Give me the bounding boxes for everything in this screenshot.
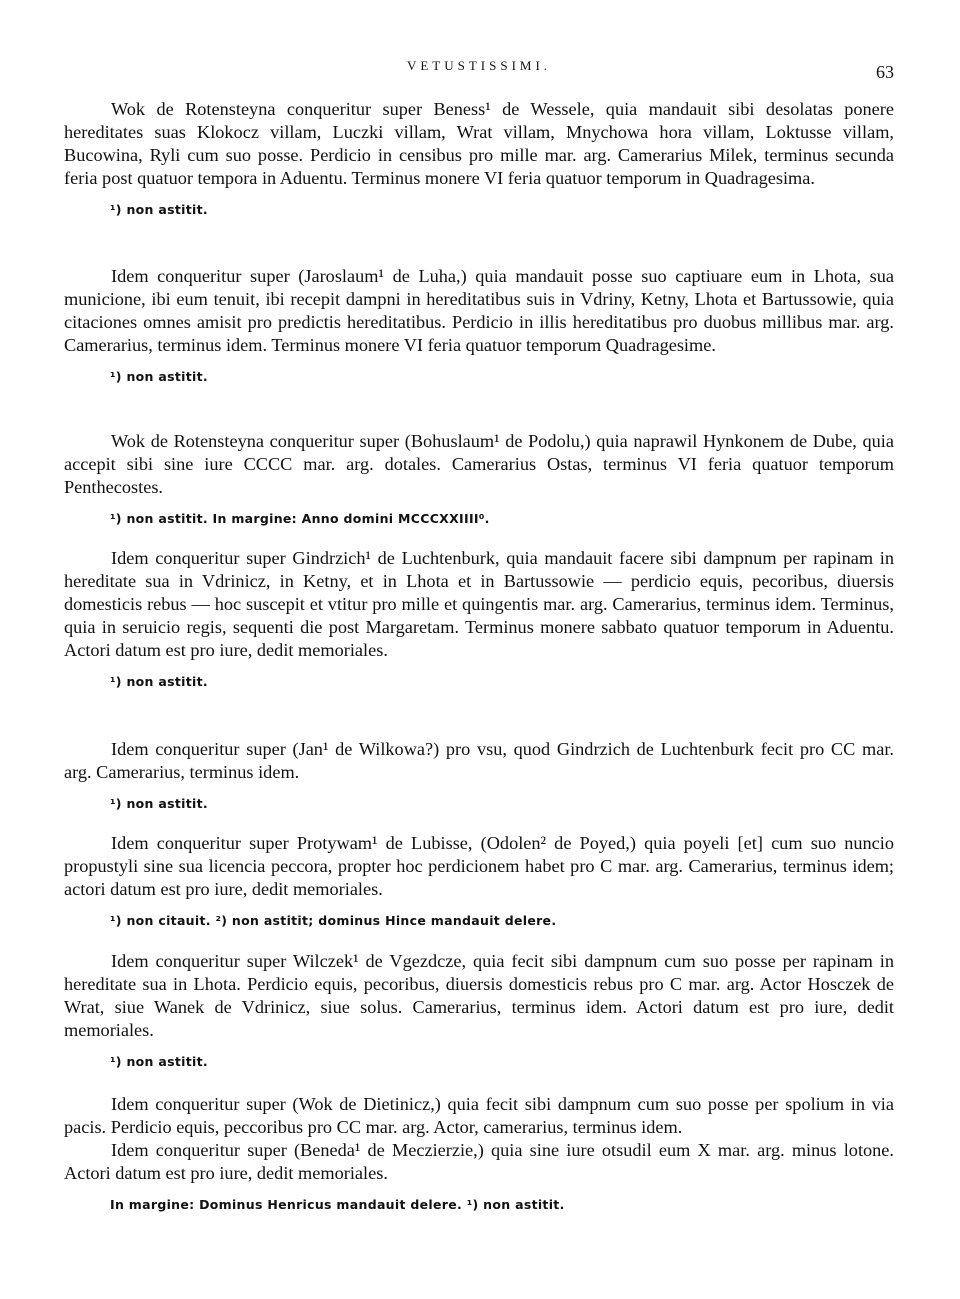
footnote: ¹) non astitit. [110,1054,208,1069]
entry-text: Idem conqueritur super (Jan¹ de Wilkowa?) pro vsu, quod Gindrzich de Luchtenburk fecit pro CC mar. arg. Camerarius, terminus idem. [64,739,894,782]
entry-7 [64,950,894,1069]
entry-text: Idem conqueritur super (Wok de Dietinicz,) quia fecit sibi dampnum cum suo posse per spolium in via pacis. Perdicio equis, peccoribus pro CC mar. arg. Actor, camerarius, terminus idem. [64,1094,894,1137]
entry-text: Idem conqueritur super Protywam¹ de Lubisse, (Odolen² de Poyed,) quia poyeli [et] cum suo nuncio propustyli sine sua licencia peccora, propter hoc perdicionem habet pro C mar. arg. Camerarius, terminus idem; actori datum est pro iure, dedit memoriales. [64,833,894,899]
footnote: ¹) non astitit. [110,674,208,689]
running-title: VETUSTISSIMI. [406,58,552,73]
footnote: ¹) non citauit. ²) non astitit; dominus Hince mandauit delere. [110,913,557,928]
entry-4 [64,547,894,689]
footnote: ¹) non astitit. [110,202,208,217]
entry-2 [64,265,894,384]
entry-text: Idem conqueritur super (Jaroslaum¹ de Luha,) quia mandauit posse suo captiuare eum in Lhota, sua municione, ibi eum tenuit, ibi recepit dampni in hereditatibus suis in Vdriny, Ketny, Lhota et Bartussowie, quia citaciones omnes amisit pro predictis hereditatibus. Perdicio in illis hereditatibus pro duobus millibus mar. arg. Camerarius, terminus idem. Terminus monere VI feria quatuor temporum Quadragesime. [64,266,894,355]
entry-text: Idem conqueritur super Wilczek¹ de Vgezdcze, quia fecit sibi dampnum cum suo posse per rapinam in hereditate sua in Lhota. Perdicio equis, pecoribus, diuersis domesticis rebus pro C mar. arg. Actor Hosczek de Wrat, siue Wanek de Vdrinicz, siue solus. Camerarius, terminus idem. Actori datum est pro iure, dedit memoriales. [64,951,894,1040]
entry-text: Wok de Rotensteyna conqueritur super Beness¹ de Wessele, quia mandauit sibi desolatas ponere hereditates suas Klokocz villam, Luczki villam, Wrat villam, Mnychowa hora villam, Loktusse villam, Bucowina, Ryli cum suo posse. Perdicio in censibus pro mille mar. arg. Camerarius Milek, terminus secunda feria post quatuor tempora in Aduentu. Terminus monere VI feria quatuor temporum in Quadragesima. [64,99,894,188]
entry-8 [64,1093,894,1212]
page-number: 63 [876,62,894,82]
page-header [64,56,894,80]
entry-6 [64,832,894,928]
footnote: In margine: Dominus Henricus mandauit delere. ¹) non astitit. [110,1197,565,1212]
entry-text: Wok de Rotensteyna conqueritur super (Bohuslaum¹ de Podolu,) quia naprawil Hynkonem de Dube, quia accepit sibi sine iure CCCC mar. arg. dotales. Camerarius Ostas, terminus VI feria quatuor temporum Penthecostes. [64,431,894,497]
entry-text: Idem conqueritur super (Beneda¹ de Meczierzie,) quia sine iure otsudil eum X mar. arg. minus lotone. Actori datum est pro iure, dedit memoriales. [64,1140,894,1183]
footnote: ¹) non astitit. In margine: Anno domini MCCCXXIIII⁰. [110,511,490,526]
entry-1 [64,98,894,217]
entry-text: Idem conqueritur super Gindrzich¹ de Luchtenburk, quia mandauit facere sibi dampnum per rapinam in hereditate sua in Vdrinicz, in Ketny, et in Lhota et in Bartussowie — perdicio equis, pecoribus, diuersis domesticis rebus — hoc suscepit et vtitur pro mille et quingentis mar. arg. Camerarius, terminus idem. Terminus, quia in seruicio regis, sequenti die post Margaretam. Terminus monere sabbato quatuor temporum in Aduentu. Actori datum est pro iure, dedit memoriales. [64,548,894,660]
entry-5 [64,738,894,811]
entry-3 [64,430,894,526]
footnote: ¹) non astitit. [110,369,208,384]
footnote: ¹) non astitit. [110,796,208,811]
